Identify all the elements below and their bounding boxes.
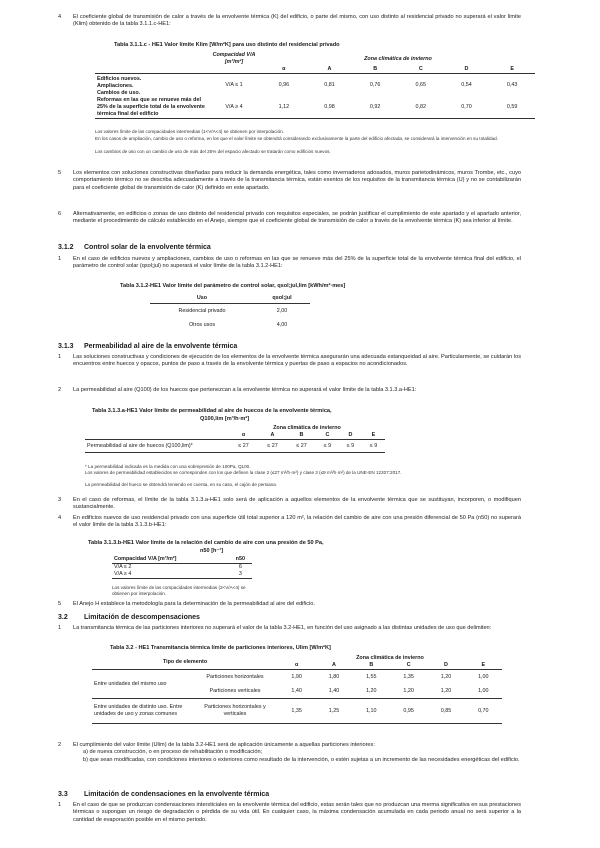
table-note: obtienen por interpolación. <box>112 591 167 596</box>
paragraph-number: 2 <box>58 387 62 393</box>
table-cell: V/A ≥ 4 <box>225 103 243 110</box>
table-cell: V/A ≥ 4 <box>114 571 132 577</box>
table-note: Los valores límite de las compacidades intermedias (2<V/A<4) se <box>112 585 246 590</box>
zone-header: C <box>418 66 423 72</box>
table-note: * La permeabilidad indicada es la medida con una sobrepresión de 100Pa, Q100. <box>85 464 251 469</box>
row-label: Edificios nuevos. <box>97 76 142 82</box>
paragraph-text: En edificios nuevos de uso residencial privado con una superficie útil total superior a 120 m², la relación del cambio de aire con una presión diferencial de 50 Pa (n50) no superará el valor límite de la tabla 3.1.3.b-HE1: <box>73 515 521 529</box>
zone-header: D <box>444 662 448 668</box>
paragraph-text: Los elementos con soluciones constructivas diseñadas para reducir la demanda energética, tales como invernaderos adosados, muros parietodinámicos, muros Trombe, etc., cuyo comportamiento térmico no se describa adecuadamente a través de la transmitancia térmica, están exentos de los requisitos de la transmitancia térmica (U) y no se contabilizarán para el coeficiente global de transmisión de calor (K) definido en este apartado. <box>73 170 521 191</box>
uso-header: Uso <box>196 294 208 301</box>
table-particiones <box>92 655 502 724</box>
table-cell: ≤ 27 <box>238 442 249 449</box>
table-cell: V/A ≤ 2 <box>114 564 132 570</box>
paragraph-number: 4 <box>58 14 62 20</box>
paragraph-number: 1 <box>58 625 62 631</box>
section-heading <box>58 790 269 799</box>
compacidad-header: Compacidad V/A [m³/m²] <box>114 556 177 562</box>
section-title: Permeabilidad al aire de la envolvente térmica <box>84 343 238 350</box>
zona-header: Zona climática de invierno <box>364 55 432 62</box>
table-cell: 0,70 <box>461 103 472 110</box>
table-cell: 0,59 <box>506 103 518 110</box>
table-cell: 1,80 <box>328 673 340 680</box>
paragraph-32-2 <box>58 742 521 764</box>
table-cell: 1,90 <box>291 673 302 680</box>
paragraph-text: El Anejo H establece la metodología para la determinación de la permeabilidad al aire del edificio. <box>73 601 315 607</box>
table-cell: 1,25 <box>328 707 340 714</box>
row-label-cell <box>95 74 207 119</box>
table-cell: 1,40 <box>328 687 340 694</box>
paragraph-text: La transmitancia térmica de las particiones interiores no superará el valor de la tabla 3.2-HE1, en función del uso asignado a las distintas unidades de uso que delimiten: <box>73 625 492 631</box>
table-cell: 1,20 <box>366 687 377 694</box>
zone-header: D <box>464 66 469 72</box>
zona-header: Zona climática de invierno <box>356 655 424 661</box>
paragraph-number: 2 <box>58 742 62 748</box>
paragraph-text: En el caso de reformas, el límite de la tabla 3.1.3.a-HE1 solo será de aplicación a aquellos elementos de la envolvente térmica que se sustituyan, incorporen, o modifiquen sustancialmente. <box>73 497 521 511</box>
section-title: Limitación de descompensaciones <box>84 614 200 621</box>
table-caption: Tabla 3.1.1.c - HE1 Valor límite Klim [W/m²K] para uso distinto del residencial privado <box>114 42 340 48</box>
table-cell: 1,55 <box>366 673 377 680</box>
table-cell: V/A ≤ 1 <box>225 81 243 88</box>
paragraph-6 <box>58 211 521 226</box>
zone-header: E <box>371 432 376 438</box>
table-cell: 4,00 <box>276 321 288 328</box>
table-cell: 1,35 <box>403 673 414 680</box>
table-cell: ≤ 9 <box>346 442 355 449</box>
paragraph-text: El coeficiente global de transmisión de calor a través de la envolvente térmica (K) del edificio, o parte del mismo, con uso distinto al residencial privado no superará el valor límite (Klim) obtenido de la tabla 3.1.1.c-HE1: <box>73 14 521 28</box>
table-cell: ≤ 27 <box>296 442 307 449</box>
table-cell: 2,00 <box>276 307 288 314</box>
row-group-label: Entre unidades de distinto uso. Entre unidades de uso y zonas comunes <box>94 704 183 717</box>
table-cell: Otros usos <box>188 321 216 328</box>
table-cell: 0,81 <box>324 81 335 88</box>
section-number: 3.1.2 <box>58 244 74 251</box>
row-label: Ampliaciones. <box>97 83 134 89</box>
paragraph-number: 1 <box>58 802 62 808</box>
table-cell: 0,82 <box>415 103 427 110</box>
table-cell: 1,12 <box>278 103 290 110</box>
paragraph-number: 1 <box>58 256 62 262</box>
zone-header: C <box>406 662 411 668</box>
tipo-header: Tipo de elemento <box>92 655 278 670</box>
table-cell: 0,95 <box>403 707 414 714</box>
table-control-solar <box>150 293 310 332</box>
zone-header: E <box>481 662 486 668</box>
table-cell: ≤ 9 <box>369 442 378 449</box>
paragraph-313-5 <box>58 601 521 608</box>
paragraph-number: 4 <box>58 515 62 521</box>
table-cell: ≤ 27 <box>267 442 278 449</box>
zone-header: α <box>282 66 286 72</box>
paragraph-312-1 <box>58 256 521 271</box>
paragraph-text: En el caso de edificios nuevos y ampliaciones, cambios de uso o reformas en las que se renueve más del 25% de la superficie total de la envolvente térmica final del edificio, el parámetro de control solar (qsol;jul) no superará el valor límite de la tabla 3.1.2-HE1: <box>73 256 521 270</box>
zone-header: A <box>270 432 275 438</box>
paragraph-number: 5 <box>58 601 62 607</box>
table-cell: 0,54 <box>461 81 472 88</box>
section-title: Limitación de condensaciones en la envolvente térmica <box>84 791 270 798</box>
table-note: Los valores límite de las compacidades intermedias (1<V/A<4) se obtienen por interpolación. <box>95 129 284 134</box>
table-note: Los cambios de uso con un cambio de uso de más del 25% del espacio afectado se tratarán como edificios nuevos. <box>95 149 331 154</box>
list-item: b) que sean modificadas, con condiciones interiores o exteriores como resultado de la intervención, o estén sujetas a un incremento de las necesidades energéticas del edificio. <box>83 756 520 763</box>
table-cell: 1,35 <box>291 707 302 714</box>
table-caption: Tabla 3.2 - HE1 Transmitancia térmica límite de particiones interiores, Ulim [W/m²K] <box>110 645 331 651</box>
zone-header: D <box>348 432 353 438</box>
section-number: 3.1.3 <box>58 343 74 350</box>
compacidad-header: Compacidad V/A [m³/m²] <box>212 52 256 65</box>
table-cell: 0,98 <box>324 103 335 110</box>
table-klim <box>95 52 535 119</box>
table-cell: 1,20 <box>440 673 452 680</box>
zona-header: Zona climática de invierno <box>273 425 341 431</box>
zone-header: B <box>299 432 304 438</box>
table-cell: 0,65 <box>415 81 427 88</box>
table-cell: 0,85 <box>440 707 452 714</box>
table-cell: 0,70 <box>478 707 489 714</box>
zone-header: A <box>332 662 336 668</box>
row-label: Reformas en las que se renueve más del 25% de la superficie total de la envolvente térmica final del edificio <box>97 97 205 117</box>
section-heading <box>58 613 200 622</box>
table-caption: Tabla 3.1.2-HE1 Valor límite del parámetro de control solar, qsol;jul,lim [kWh/m²·mes] <box>120 283 346 289</box>
table-cell: 0,96 <box>278 81 290 88</box>
paragraph-text: En el caso de que se produzcan condensaciones intersticiales en la envolvente térmica del edificio, estas serán tales que no produzcan una merma significativa en sus prestaciones térmicas o supongan un riesgo de degradación o pérdida de su vida útil. En cualquier caso, la máxima condensación acumulada en cada periodo anual no será superior a la cantidad de evaporación posible en el mismo periodo. <box>73 802 521 823</box>
paragraph-5 <box>58 170 521 192</box>
paragraph-313-4 <box>58 515 521 530</box>
table-cell: Particiones horizontales <box>206 673 264 680</box>
table-note: En los casos de ampliación, cambio de uso o reforma, en los que el valor límite se obtendrá considerando exclusivamente la parte del edificio afectada, se considerará la intervención en su totalidad. <box>95 136 498 141</box>
table-cell: 3 <box>238 571 242 577</box>
section-heading <box>58 342 237 351</box>
table-cell: Particiones verticales <box>209 687 261 694</box>
table-caption: Tabla 3.1.3.b-HE1 Valor límite de la relación del cambio de aire con una presión de 50 Pa, <box>88 540 324 546</box>
table-cell: Residencial privado <box>178 307 226 314</box>
zone-header: B <box>369 662 374 668</box>
paragraph-313-2 <box>58 387 521 394</box>
n50-header: n50 <box>235 556 245 562</box>
table-note: Los valores de permeabilidad establecidos se corresponden con los que definen la clase 2 (≤27 m³/h·m²) y clase 3 (≤9 m³/h·m²) de la UNE-EN 12207:2017. <box>85 470 402 475</box>
table-cell: Particiones horizontales y verticales <box>204 704 266 717</box>
table-cell: ≤ 9 <box>323 442 332 449</box>
table-note: La permeabilidad del hueco se obtendrá teniendo en cuenta, en su caso, el cajón de persiana. <box>85 482 278 487</box>
section-number: 3.2 <box>58 614 68 621</box>
row-label: Permeabilidad al aire de huecos (Q100,lim)* <box>87 442 193 449</box>
paragraph-4 <box>58 14 521 29</box>
paragraph-text: Alternativamente, en edificios o zonas de uso distinto del residencial privado con requisitos especiales, se podrán justificar el cumplimiento de este apartado y el apartado anterior, mediante el procedimiento de cálculo establecido en el Anejo, siempre que el coeficiente global de transmisión de calor a través de la envolvente térmica (K) sea inferior al límite. <box>73 211 521 225</box>
table-caption: Tabla 3.1.3.a-HE1 Valor límite de permeabilidad al aire de huecos de la envolvente térmica, <box>92 408 332 414</box>
table-cell: 1,20 <box>403 687 414 694</box>
paragraph-text: El cumplimiento del valor límite (Ulim) de la tabla 3.2-HE1 será de aplicación únicamente a aquellas particiones interiores: <box>73 742 375 748</box>
zone-header: B <box>373 66 378 72</box>
paragraph-text: Las soluciones constructivas y condiciones de ejecución de los elementos de la envolvente térmica asegurarán una adecuada estanqueidad al aire. Particularmente, se cuidarán los encuentros entre huecos y opacos, puntos de paso a través de la envolvente térmica y puertas de paso a espacios no acondicionados. <box>73 354 521 368</box>
table-cell: 1,20 <box>440 687 452 694</box>
paragraph-313-3 <box>58 497 521 512</box>
paragraph-32-1 <box>58 625 521 632</box>
table-cell: 1,10 <box>366 707 377 714</box>
paragraph-number: 3 <box>58 497 62 503</box>
paragraph-number: 5 <box>58 170 62 176</box>
zone-header: E <box>510 66 514 72</box>
paragraph-number: 1 <box>58 354 62 360</box>
zone-header: A <box>327 66 332 72</box>
paragraph-313-1 <box>58 354 521 369</box>
table-cell: 0,43 <box>506 81 518 88</box>
table-n50 <box>112 556 252 579</box>
table-cell: 1,00 <box>478 687 489 694</box>
section-title: Control solar de la envolvente térmica <box>84 244 211 251</box>
list-item: a) de nueva construcción, o en proceso de rehabilitación o modificación; <box>83 749 263 756</box>
row-group-label: Entre unidades del mismo uso <box>94 680 167 687</box>
table-cell: 0,76 <box>369 81 381 88</box>
table-cell: 6 <box>238 564 242 570</box>
section-heading <box>58 243 211 252</box>
paragraph-text: La permeabilidad al aire (Q100) de los huecos que pertenezcan a la envolvente térmica no superará el valor límite de la tabla 3.1.3.a-HE1: <box>73 387 417 393</box>
table-cell: 1,40 <box>291 687 302 694</box>
qsol-header: qsol;jul <box>272 294 292 301</box>
zone-header: α <box>295 662 299 668</box>
row-label: Cambios de uso. <box>97 90 141 96</box>
paragraph-33-1 <box>58 802 521 824</box>
table-cell: 0,92 <box>369 103 381 110</box>
zone-header: α <box>241 432 246 438</box>
paragraph-number: 6 <box>58 211 62 217</box>
table-cell: 1,00 <box>478 673 489 680</box>
table-permeabilidad <box>85 425 385 453</box>
table-caption-unit: Q100,lim [m³/h·m²] <box>200 416 250 422</box>
zone-header: C <box>325 432 330 438</box>
section-number: 3.3 <box>58 791 68 798</box>
table-caption-unit: n50 [h⁻¹] <box>200 548 224 554</box>
